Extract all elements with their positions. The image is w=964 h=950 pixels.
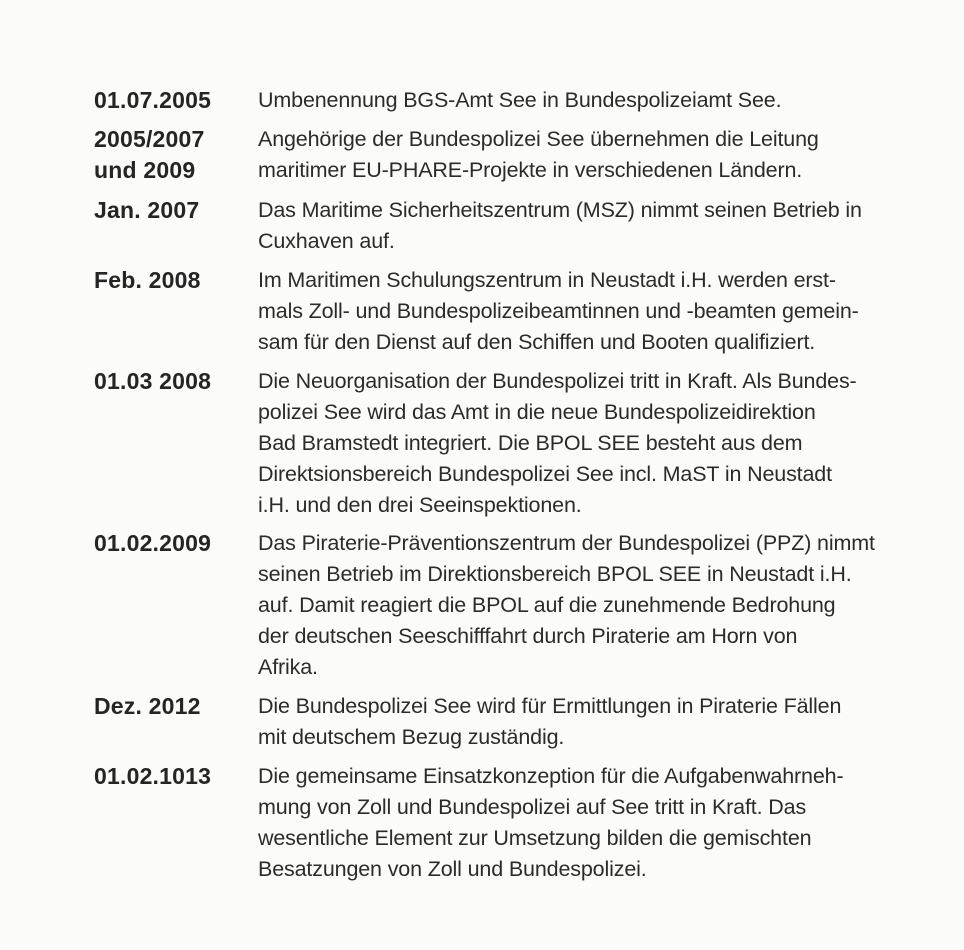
entry-text: Das Piraterie-Präventionszentrum der Bundespolizei (PPZ) nimmt seinen Betrieb im Direktionsbereich BPOL SEE in Neustadt i.H. auf. Damit reagiert die BPOL auf die zunehmende Bedrohung der deutschen Seeschifffahrt durch Piraterie am Horn von Afrika. <box>258 531 875 679</box>
entry-text: Im Maritimen Schulungszentrum in Neustadt i.H. werden erst- mals Zoll- und Bundespolizeibeamtinnen und -beamten gemein- sam für den Dienst auf den Schiffen und Booten qualifiziert. <box>258 268 859 354</box>
entry-date: 2005/2007 und 2009 <box>94 126 205 183</box>
entry-date: 01.03 2008 <box>94 368 212 394</box>
entry-text: Angehörige der Bundespolizei See übernehmen die Leitung maritimer EU-PHARE-Projekte in verschiedenen Ländern. <box>258 127 819 182</box>
entry-date: 01.07.2005 <box>94 87 212 113</box>
entry-date: Jan. 2007 <box>94 197 200 223</box>
entry-text: Die gemeinsame Einsatzkonzeption für die Aufgabenwahrneh- mung von Zoll und Bundespolizei auf See tritt in Kraft. Das wesentliche Element zur Umsetzung bilden die gemischten Besatzungen von Zoll und Bundespolizei. <box>258 764 844 881</box>
entry-date: 01.02.2009 <box>94 530 212 556</box>
entry-date: Dez. 2012 <box>94 693 201 719</box>
entry-text: Die Neuorganisation der Bundespolizei tritt in Kraft. Als Bundes- polizei See wird das Amt in die neue Bundespolizeidirektion Bad Bramstedt integriert. Die BPOL SEE besteht aus dem Direktsionsbereich Bundespolizei See incl. MaST in Neustadt i.H. und den drei Seeinspektionen. <box>258 369 857 517</box>
entry-text: Umbenennung BGS-Amt See in Bundespolizeiamt See. <box>258 88 782 112</box>
entry-text: Das Maritime Sicherheitszentrum (MSZ) nimmt seinen Betrieb in Cuxhaven auf. <box>258 198 862 253</box>
entry-date: 01.02.1013 <box>94 763 212 789</box>
entry-date: Feb. 2008 <box>94 267 201 293</box>
entry-text: Die Bundespolizei See wird für Ermittlungen in Piraterie Fällen mit deutschem Bezug zuständig. <box>258 694 842 749</box>
